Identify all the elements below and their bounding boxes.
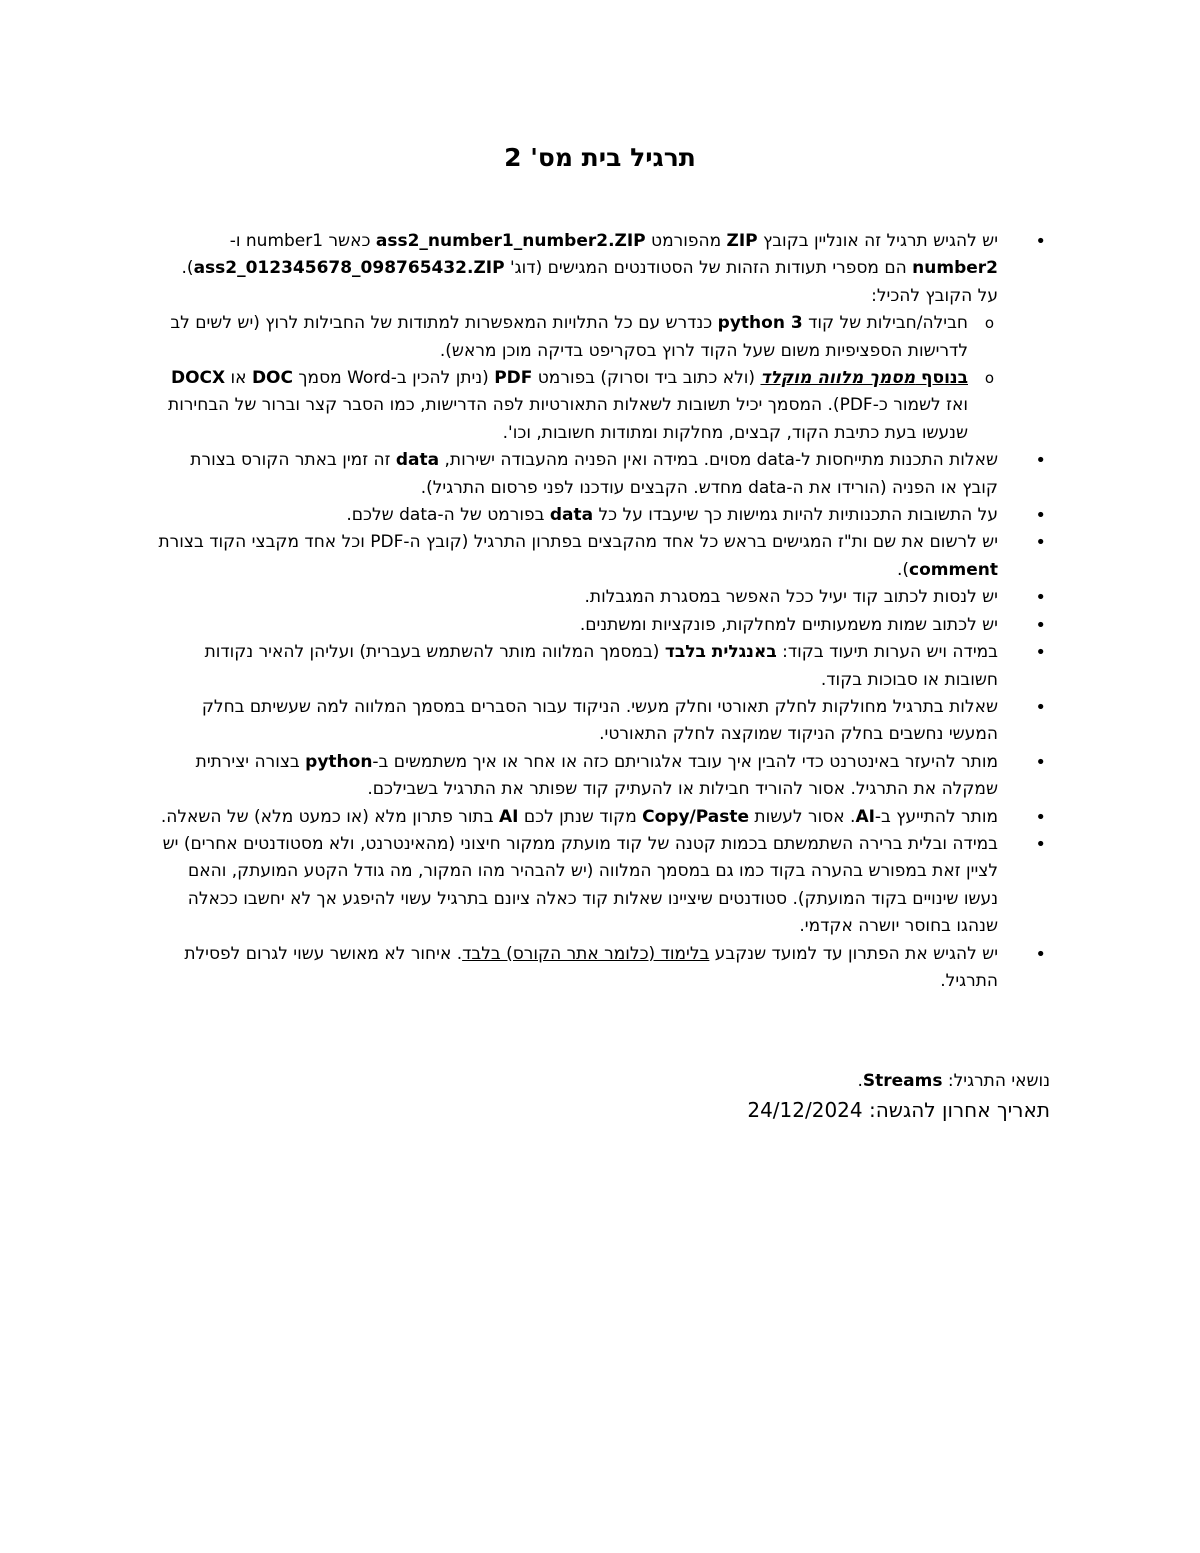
text: . אסור לעשות [749,806,856,827]
text: (ולא כתוב ביד וסרוק) בפורמט [532,368,761,389]
text: מקוד שנתן לכם [518,806,643,827]
list-item-submission [150,228,1050,447]
text: על התשובות התכנותיות להיות גמישות כך שיעבדו על כל [593,505,998,526]
text: כאשר [323,231,376,251]
file-contents-list [150,310,998,447]
comment-label: comment [909,559,998,580]
copy-paste-label: Copy/Paste [642,806,750,827]
sub-item-accompanying-document [150,365,998,447]
pdf-label: PDF [494,368,533,389]
text: בנוסף [915,368,968,389]
text: מהפורמט [645,231,727,251]
text: יש להגיש תרגיל זה אונליין בקובץ [757,231,998,251]
filename-example: ass2_012345678_098765432.ZIP [193,258,505,279]
text: . איחור לא מאושר עשוי לגרום לפסילת התרגיל. [184,943,998,991]
text: בצורה יצירתית שמקלה את התרגיל. אסור להוריד חבילות או להעתיק קוד שפותר את התרגיל בשבילכם. [195,751,998,800]
submission-deadline [150,1094,1050,1126]
number2-label: number2 [912,258,998,279]
list-item-names [150,529,1050,584]
list-item-deadline-rule [150,941,1050,996]
deadline-label: תאריך אחרון להגשה: [862,1098,1050,1122]
list-item-theory-practice: • שאלות בתרגיל מחולקות לחלק תאורטי וחלק מעשי. הניקוד עבור הסברים במסמך המלווה למה שעשיתם בחלק המעשי נחשבים בחלק הניקוד שמוקצה לחלק התאורטי. [150,694,1050,749]
emphasis: מסמך מלווה מוקלד [760,368,916,389]
instructions [150,228,1050,995]
instructions-list [150,228,1050,995]
topics-label: נושאי התרגיל: [942,1071,1050,1091]
text: בפורמט של ה-data שלכם. [346,505,550,526]
text: ו- [229,231,246,251]
list-item-flexibility [150,502,1050,529]
data-label: data [549,505,594,526]
filename-format: ass2_number1_number2.ZIP [375,231,646,251]
text: מותר להתייעץ ב- [874,806,998,827]
text: זה זמין באתר הקורס בצורת קובץ או הפניה (הורידו את ה-data מחדש. הקבצים עודכנו לפני פרסום התרגיל). [190,450,998,498]
text: במידה ויש הערות תיעוד בקוד: [776,642,998,663]
text: או [225,368,252,389]
docx-label: DOCX [170,368,226,389]
list-item-data [150,447,1050,502]
text: הם מספרי תעודות הזהות של הסטודנטים המגישים (דוג' [504,258,913,279]
page-title: תרגיל בית מס' 2 [504,143,696,172]
list-item-external-code: • במידה ובלית ברירה השתמשתם בכמות קטנה של קוד מועתק ממקור חיצוני (מהאינטרנט, ולא מסטודנטים אחרים) יש לציין זאת במפורש בהערה בקוד כמו גם במסמך המלווה (יש להבהיר מהו המקור, מה גודל הקטע המועתק, והאם נעשו שינויים בקוד המועתק). סטודנטים שיציינו שאלות קוד כאלה ציונם בתרגיל עשוי להיפגע אך לא יחשבו ככאלה שנהגו בחוסר יושרה אקדמי. [150,831,1050,941]
sub-item-code-packages [150,310,998,365]
list-item-comments [150,639,1050,694]
text: מותר להיעזר באינטרנט כדי להבין איך עובד אלגוריתם כזה או אחר או איך משתמשים ב- [372,751,998,772]
text: (במסמך המלווה מותר להשתמש בעברית) ועליהן להאיר נקודות חשובות או סבוכות בקוד. [204,642,998,690]
list-item-internet [150,749,1050,804]
text: ואז לשמור כ-PDF). המסמך יכיל תשובות לשאלות התאורטיות לפה הדרישות, כמו הסבר קצר וברור של הבחירות שנעשו בעת כתיבת הקוד, קבצים, מחלקות ומתודות חשובות, וכו'. [168,395,968,443]
text: בתור פתרון מלא (או כמעט מלא) של השאלה. [160,806,499,827]
deadline-date: 24/12/2024 [747,1098,863,1122]
text: . [857,1071,863,1091]
exercise-topics [150,1068,1050,1095]
number1-label: number1 [245,231,324,251]
ai-label: AI [855,806,875,827]
data-label: data [395,450,440,471]
doc-label: DOC [251,368,293,389]
list-item-ai [150,804,1050,831]
text: ). [897,559,910,580]
ai-label: AI [498,806,519,827]
list-item-efficiency: • יש לנסות לכתוב קוד יעיל ככל האפשר במסגרת המגבלות. [150,584,1050,611]
emphasis: באנגלית בלבד [664,642,777,663]
text: כנדרש עם כל התלויות המאפשרות למתודות של החבילות לרוץ (יש לשים לב לדרישות הספציפיות משום שעל הקוד לרוץ בסקריפט בדיקה מוכן מראש). [170,313,968,361]
text: ). [181,258,194,279]
text: חבילה/חבילות של קוד [802,313,968,334]
python-version: python 3 [717,313,803,334]
text: (ניתן להכין ב-Word מסמך [292,368,495,389]
text: יש להגיש את הפתרון עד למועד שנקבע [709,943,998,964]
zip-label: ZIP [726,231,758,251]
list-item-naming: • יש לכתוב שמות משמעותיים למחלקות, פונקציות ומשתנים. [150,612,1050,639]
text: יש לרשום את שם ות"ז המגישים בראש כל אחד מהקבצים בפתרון התרגיל (קובץ ה-PDF וכל אחד מקבצי הקוד בצורת [158,532,998,553]
course-site-link[interactable]: בלימוד (כלומר אתר הקורס) בלבד [462,943,710,964]
python-label: python [305,751,373,772]
text: שאלות התכנות מתייחסות ל-data מסוים. במידה ואין הפניה מהעבודה ישירות, [439,450,998,471]
topics-value: Streams [862,1071,943,1091]
text: על הקובץ להכיל: [871,285,998,306]
